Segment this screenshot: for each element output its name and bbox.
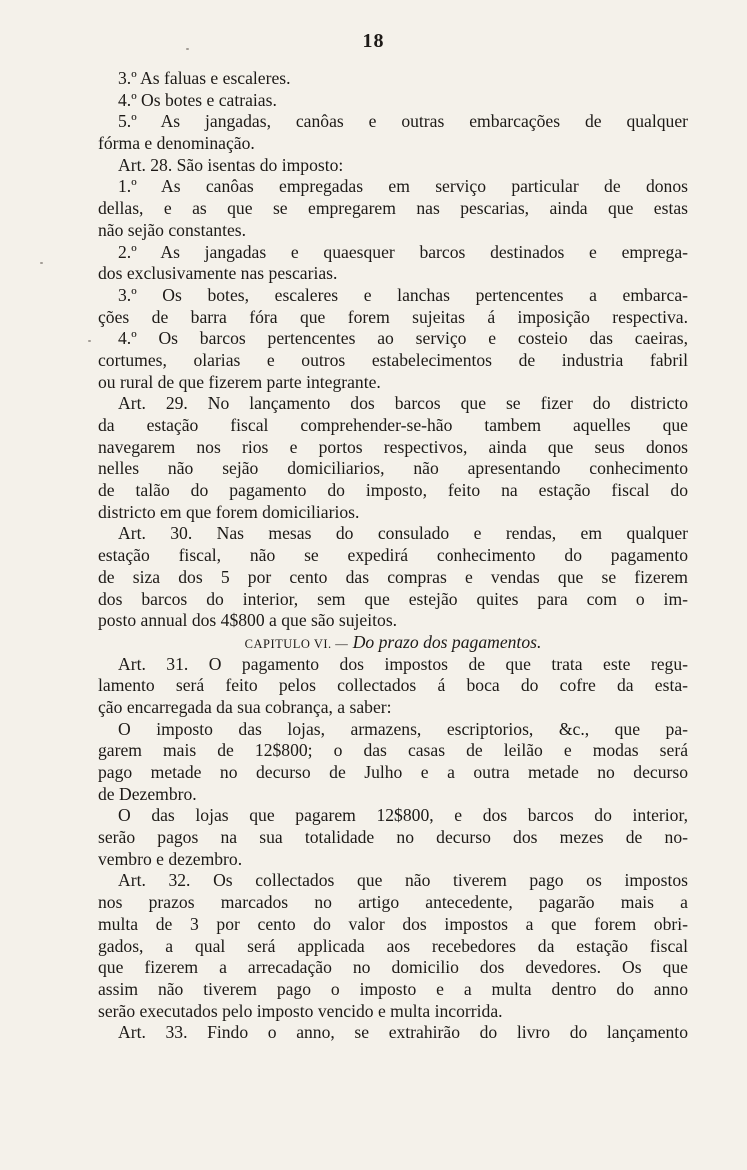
text-line: serão pagos na sua totalidade no decurso dos mezes de no-	[98, 827, 688, 848]
text-line: O das lojas que pagarem 12$800, e dos barcos do interior,	[118, 805, 688, 826]
text-line: garem mais de 12$800; o das casas de leilão e modas será	[98, 740, 688, 761]
chapter-title: Do prazo dos pagamentos.	[352, 631, 542, 652]
text-line: multa de 3 por cento do valor dos impostos a que forem obri-	[98, 913, 688, 934]
text-line: 2.º As jangadas e quaesquer barcos destinados e emprega-	[118, 241, 688, 262]
text-line: nelles não sejão domiciliarios, não apresentando conhecimento	[98, 458, 688, 479]
text-line: Art. 28. São isentas do imposto:	[118, 154, 344, 175]
text-line: O imposto das lojas, armazens, escriptorios, &c., que pa-	[118, 718, 688, 739]
text-line: de siza dos 5 por cento das compras e vendas que se fizerem	[98, 566, 688, 587]
text-line: Art. 32. Os collectados que não tiverem pago os impostos	[118, 870, 688, 891]
text-line: dellas, e as que se empregarem nas pescarias, ainda que estas	[98, 198, 688, 219]
text-line: assim não tiverem pago o imposto e a multa dentro do anno	[98, 978, 688, 999]
chapter-heading	[98, 632, 688, 654]
text-line: nos prazos marcados no artigo antecedente, pagarão mais a	[98, 892, 688, 913]
paper-speck	[88, 340, 91, 342]
text-line: estação fiscal, não se expedirá conhecimento do pagamento	[98, 545, 688, 566]
text-line: ção encarregada da sua cobrança, a saber:	[98, 696, 392, 717]
text-line: Art. 30. Nas mesas do consulado e rendas, em qualquer	[118, 523, 688, 544]
text-line: 5.º As jangadas, canôas e outras embarcações de qualquer	[118, 111, 688, 132]
text-line: serão executados pelo imposto vencido e multa incorrida.	[98, 1000, 503, 1021]
text-line: districto em que forem domiciliarios.	[98, 501, 360, 522]
paper-speck	[186, 48, 189, 50]
text-line: gados, a qual será applicada aos recebedores da estação fiscal	[98, 935, 688, 956]
text-line: Art. 29. No lançamento dos barcos que se fizer do districto	[118, 393, 688, 414]
text-line: que fizerem a arrecadação no domicilio dos devedores. Os que	[98, 957, 688, 978]
text-line: posto annual dos 4$800 a que são sujeitos.	[98, 610, 398, 631]
body-text	[98, 68, 688, 1044]
text-line: Art. 31. O pagamento dos impostos de que trata este regu-	[118, 653, 688, 674]
page-number: 18	[362, 30, 385, 52]
text-line: 3.º As faluas e escaleres.	[118, 68, 291, 88]
text-line: 4.º Os barcos pertencentes ao serviço e costeio das caeiras,	[118, 328, 688, 349]
text-line: dos exclusivamente nas pescarias.	[98, 263, 338, 284]
chapter-label: CAPITULO VI. —	[244, 636, 349, 651]
text-line: Art. 33. Findo o anno, se extrahirão do livro do lançamento	[118, 1022, 688, 1043]
text-line: fórma e denominação.	[98, 133, 255, 154]
text-line: lamento será feito pelos collectados á boca do cofre da esta-	[98, 675, 688, 696]
text-line: pago metade no decurso de Julho e a outra metade no decurso	[98, 762, 688, 782]
text-line: de talão do pagamento do imposto, feito na estação fiscal do	[98, 480, 688, 501]
text-line: ções de barra fóra que forem sujeitas á imposição respectiva.	[98, 306, 688, 327]
text-line: 3.º Os botes, escaleres e lanchas pertencentes a embarca-	[118, 284, 688, 305]
text-line: 1.º As canôas empregadas em serviço particular de donos	[118, 176, 688, 197]
text-line: navegarem nos rios e portos respectivos, ainda que seus donos	[98, 436, 688, 457]
text-line: dos barcos do interior, sem que estejão quites para com o im-	[98, 588, 688, 609]
paper-speck	[40, 262, 43, 264]
text-line: não sejão constantes.	[98, 219, 247, 240]
text-line: da estação fiscal comprehender-se-hão tambem aquelles que	[98, 415, 688, 435]
text-line: cortumes, olarias e outros estabelecimentos de industria fabril	[98, 349, 688, 370]
text-line: 4.º Os botes e catraias.	[118, 89, 277, 110]
text-line: vembro e dezembro.	[98, 848, 243, 869]
text-line: de Dezembro.	[98, 783, 197, 804]
text-line: ou rural de que fizerem parte integrante.	[98, 371, 381, 392]
